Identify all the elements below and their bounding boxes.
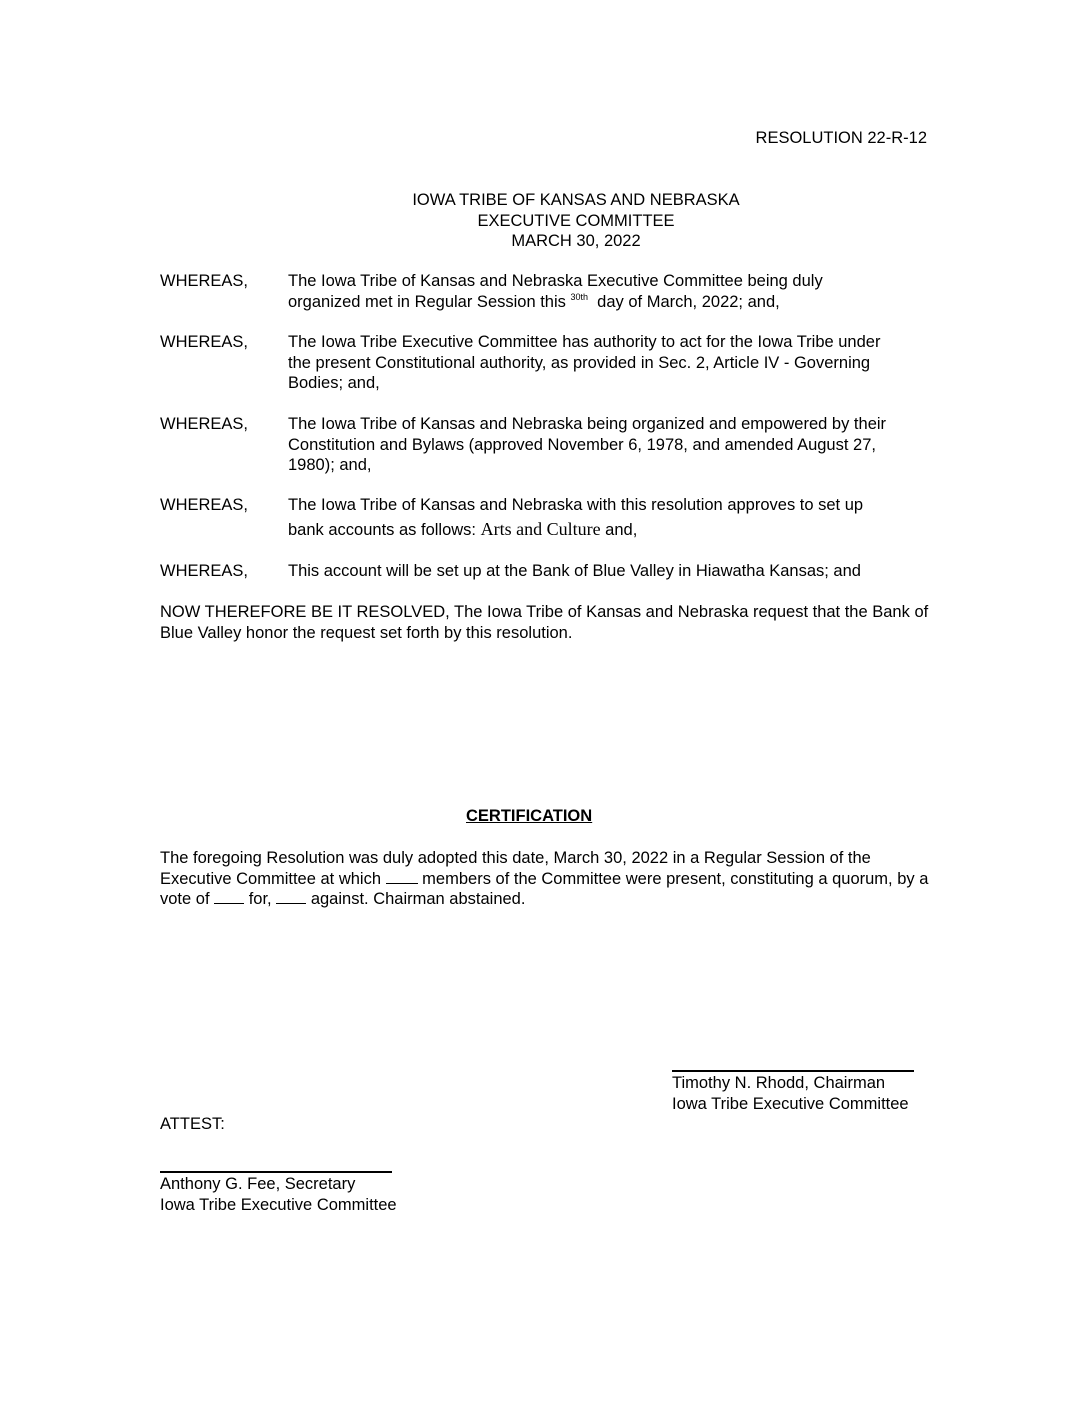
certification-text: for, [244, 890, 277, 908]
secretary-signature-line [160, 1171, 392, 1173]
whereas-label: WHEREAS, [160, 415, 249, 433]
certification-title: CERTIFICATION [466, 807, 593, 825]
certification-text: members of the Committee were present, constituting a quorum, by a vote of [160, 869, 929, 908]
whereas-label: WHEREAS, [160, 272, 249, 290]
clause-line: The Iowa Tribe of Kansas and Nebraska Executive Committee being duly [288, 272, 823, 290]
clause-text-before: organized met in Regular Session this [288, 292, 571, 311]
secretary-signature-block [160, 1174, 397, 1215]
ordinal-day: 30th [570, 291, 589, 302]
whereas-text: This account will be set up at the Bank of Blue Valley in Hiawatha Kansas; and [288, 562, 861, 580]
secretary-name: Anthony G. Fee, Secretary [160, 1175, 356, 1193]
resolved-paragraph: NOW THEREFORE BE IT RESOLVED, The Iowa Tribe of Kansas and Nebraska request that the Bank of Blue Valley honor the request set forth by this resolution. [160, 603, 929, 642]
votes-for-blank [214, 889, 244, 904]
clause-line [288, 519, 928, 541]
attest-label: ATTEST: [160, 1115, 225, 1133]
certification-paragraph [160, 848, 940, 910]
header-tribe-name: IOWA TRIBE OF KANSAS AND NEBRASKA [412, 191, 740, 209]
chairman-name: Timothy N. Rhodd, Chairman [672, 1074, 886, 1092]
whereas-label: WHEREAS, [160, 562, 249, 580]
secretary-organization: Iowa Tribe Executive Committee [160, 1195, 397, 1214]
whereas-text: The Iowa Tribe of Kansas and Nebraska being organized and empowered by their Constitution and Bylaws (approved November 6, 1978, and amended August 27, 1980); and, [288, 415, 887, 474]
header-date: MARCH 30, 2022 [511, 232, 641, 250]
resolution-number: RESOLUTION 22-R-12 [755, 129, 927, 147]
members-present-blank [386, 869, 418, 884]
clause-line: The Iowa Tribe of Kansas and Nebraska with this resolution approves to set up [288, 496, 864, 514]
clause-text-after: and, [600, 520, 638, 539]
certification-text: The foregoing Resolution was duly adopted this date, March 30, 2022 in a Regular Session of the Executive Committee at which [160, 849, 871, 888]
clause-line [288, 292, 928, 313]
chairman-organization: Iowa Tribe Executive Committee [672, 1094, 909, 1113]
header-committee: EXECUTIVE COMMITTEE [477, 211, 675, 230]
chairman-signature-line [672, 1070, 914, 1072]
whereas-text [288, 495, 928, 540]
whereas-label: WHEREAS, [160, 496, 249, 514]
votes-against-blank [276, 889, 306, 904]
document-header [0, 190, 1088, 252]
chairman-signature-block [672, 1073, 909, 1114]
clause-text-after: day of March, 2022; and, [588, 292, 780, 311]
certification-text: against. Chairman abstained. [306, 890, 526, 908]
account-name: Arts and Culture [480, 518, 601, 539]
clause-text-before: bank accounts as follows: [288, 520, 481, 539]
whereas-text: The Iowa Tribe Executive Committee has authority to act for the Iowa Tribe under the present Constitutional authority, as provided in Sec. 2, Article IV - Governing Bodies; and, [288, 333, 881, 392]
whereas-label: WHEREAS, [160, 333, 249, 351]
whereas-text [288, 271, 928, 312]
